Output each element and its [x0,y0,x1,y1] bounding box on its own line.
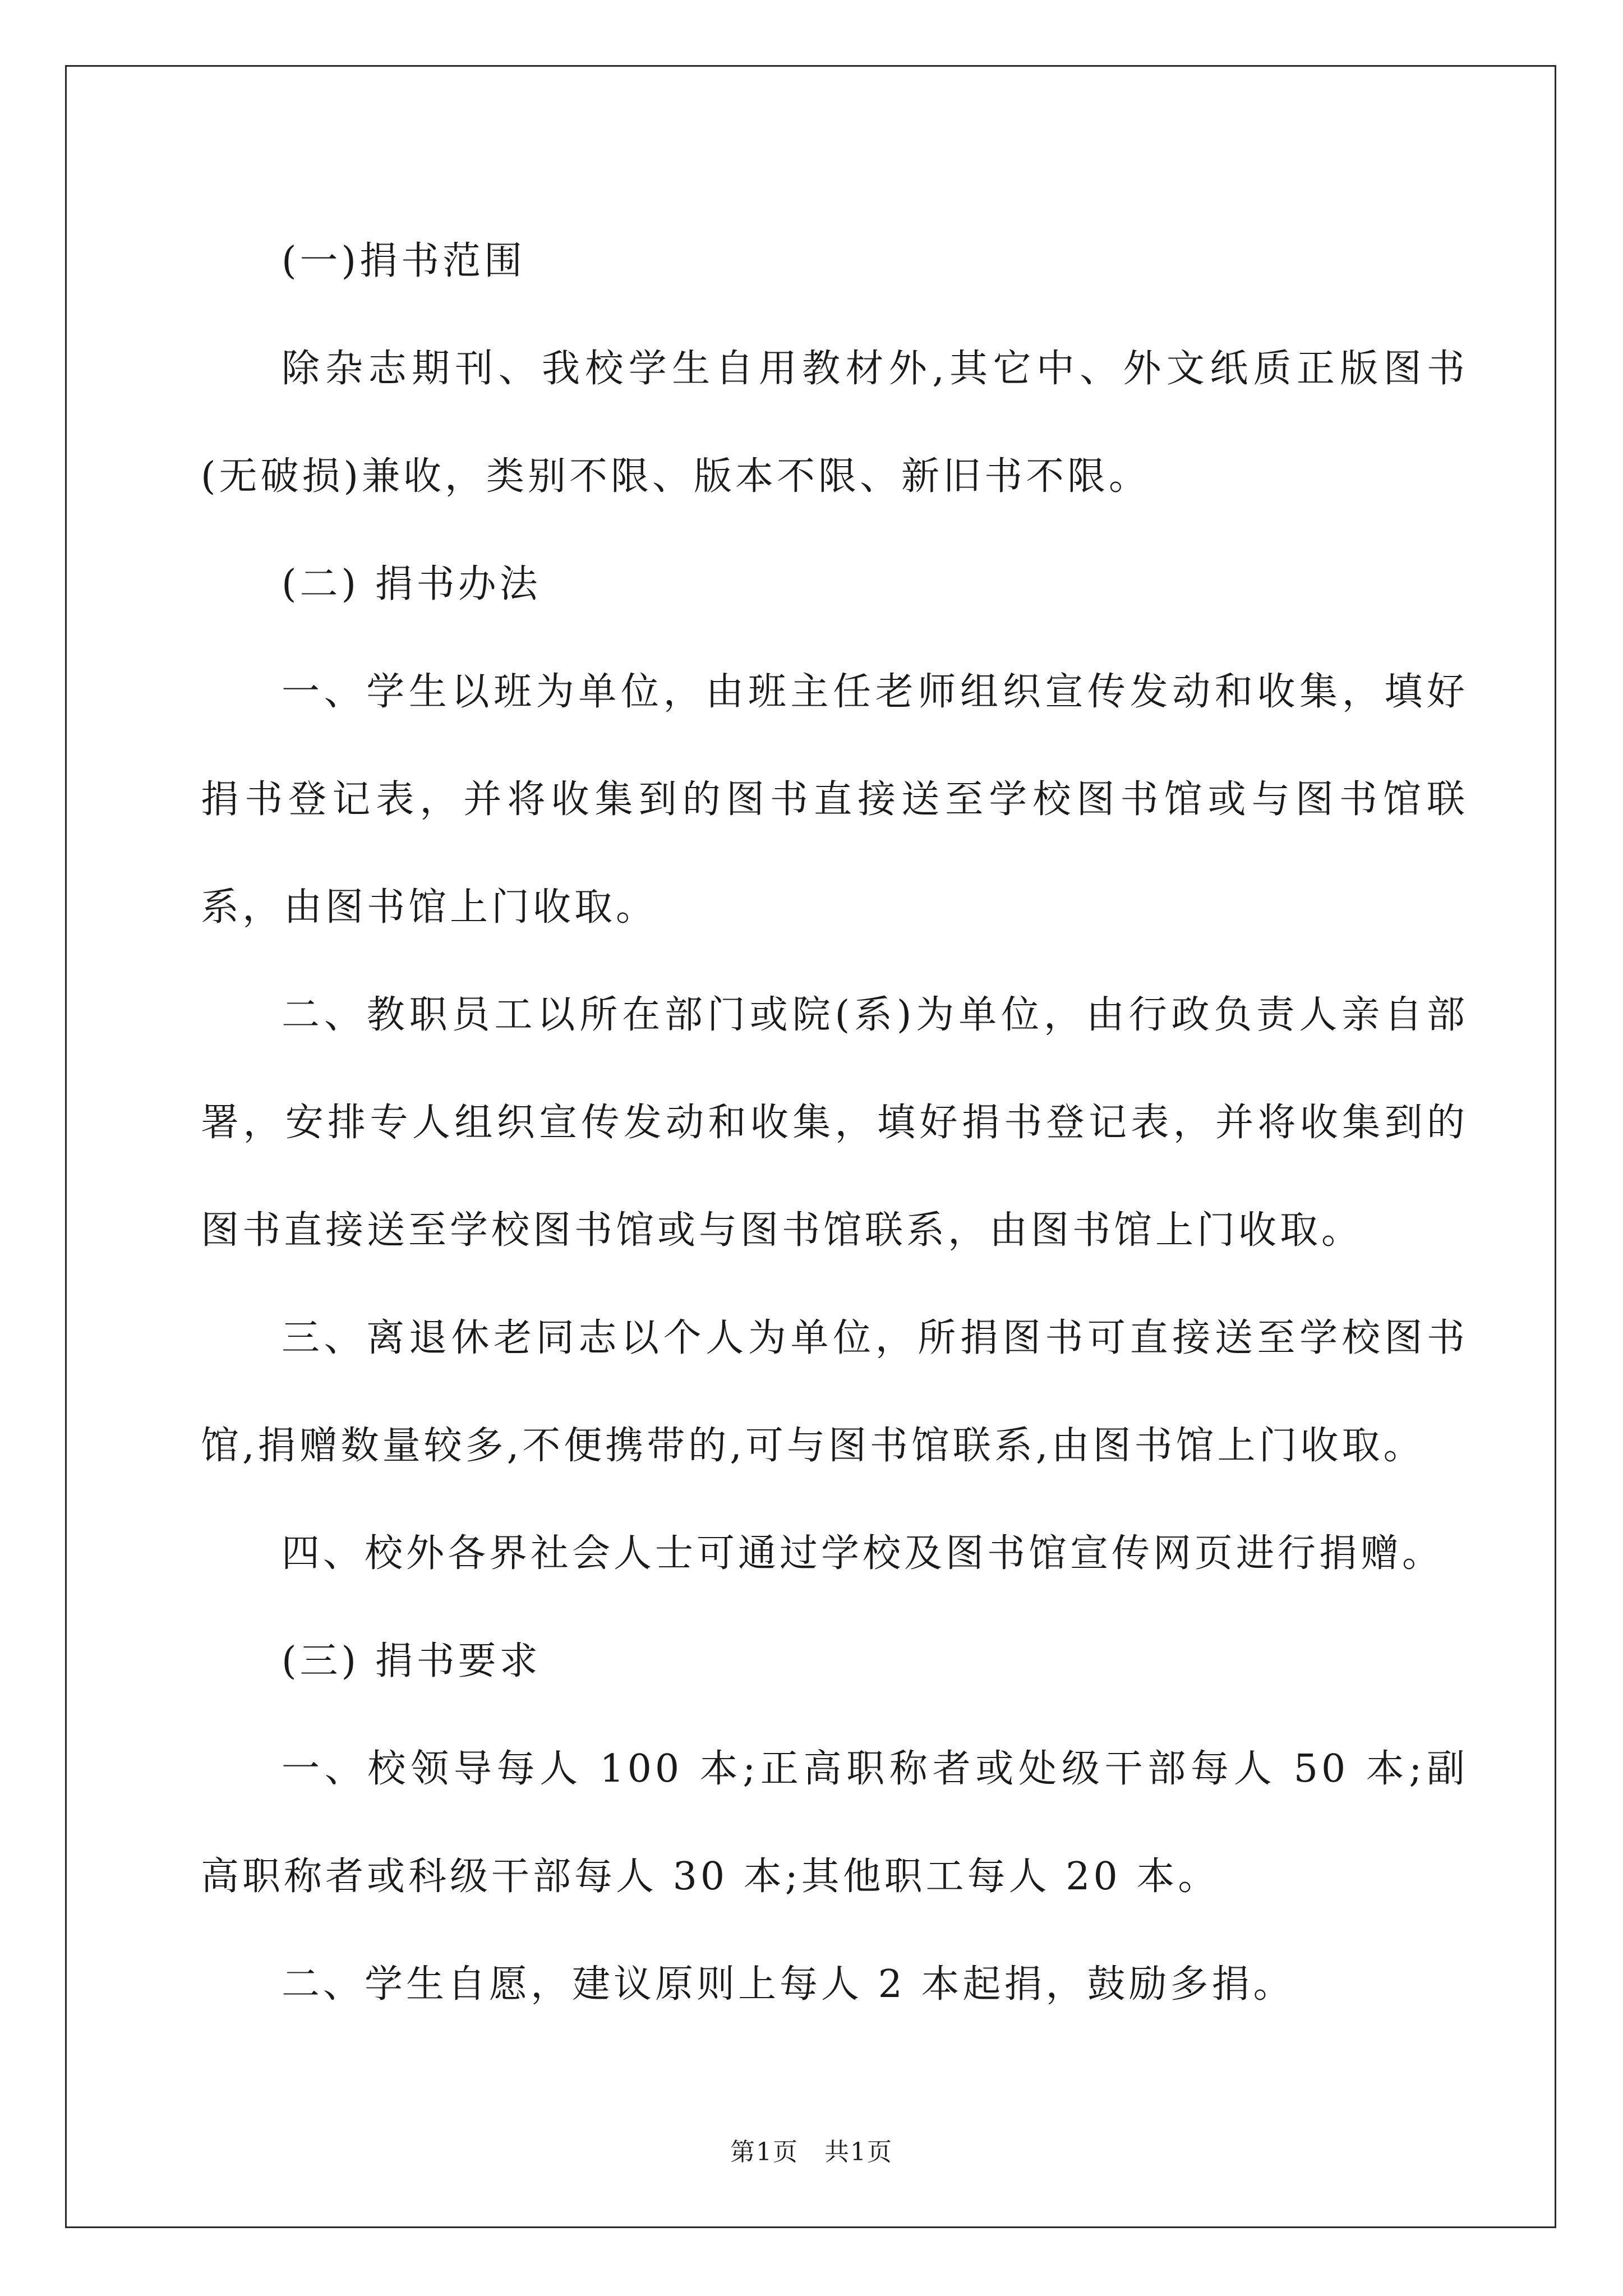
paragraph-public: 四、校外各界社会人士可通过学校及图书馆宣传网页进行捐赠。 [282,1531,1444,1576]
paragraph-retirees: 三、离退休老同志以个人为单位，所捐图书可直接送至学校图书馆,捐赠数量较多,不便携带的,可与图书馆联系,由图书馆上门收取。 [201,1316,1468,1468]
page-footer: 第1页 共1页 [730,2138,893,2166]
paragraph-students: 一、学生以班为单位，由班主任老师组织宣传发动和收集，填好捐书登记表，并将收集到的图书直接送至学校图书馆或与图书馆联系，由图书馆上门收取。 [201,670,1468,930]
section-heading-scope: (一)捐书范围 [282,239,526,283]
section-heading-method: (二) 捐书办法 [282,562,541,606]
paragraph-quota: 一、校领导每人 100 本;正高职称者或处级干部每人 50 本;副高职称者或科级干部每人 30 本;其他职工每人 20 本。 [201,1747,1468,1899]
paragraph-staff: 二、教职员工以所在部门或院(系)为单位，由行政负责人亲自部署，安排专人组织宣传发动和收集，填好捐书登记表，并将收集到的图书直接送至学校图书馆或与图书馆联系，由图书馆上门收取。 [201,993,1468,1253]
paragraph-scope: 除杂志期刊、我校学生自用教材外,其它中、外文纸质正版图书(无破损)兼收，类别不限、版本不限、新旧书不限。 [201,347,1468,499]
document-body [201,208,1468,2039]
paragraph-student-voluntary: 二、学生自愿，建议原则上每人 2 本起捐，鼓励多捐。 [282,1962,1295,2007]
section-heading-requirements: (三) 捐书要求 [282,1639,541,1683]
